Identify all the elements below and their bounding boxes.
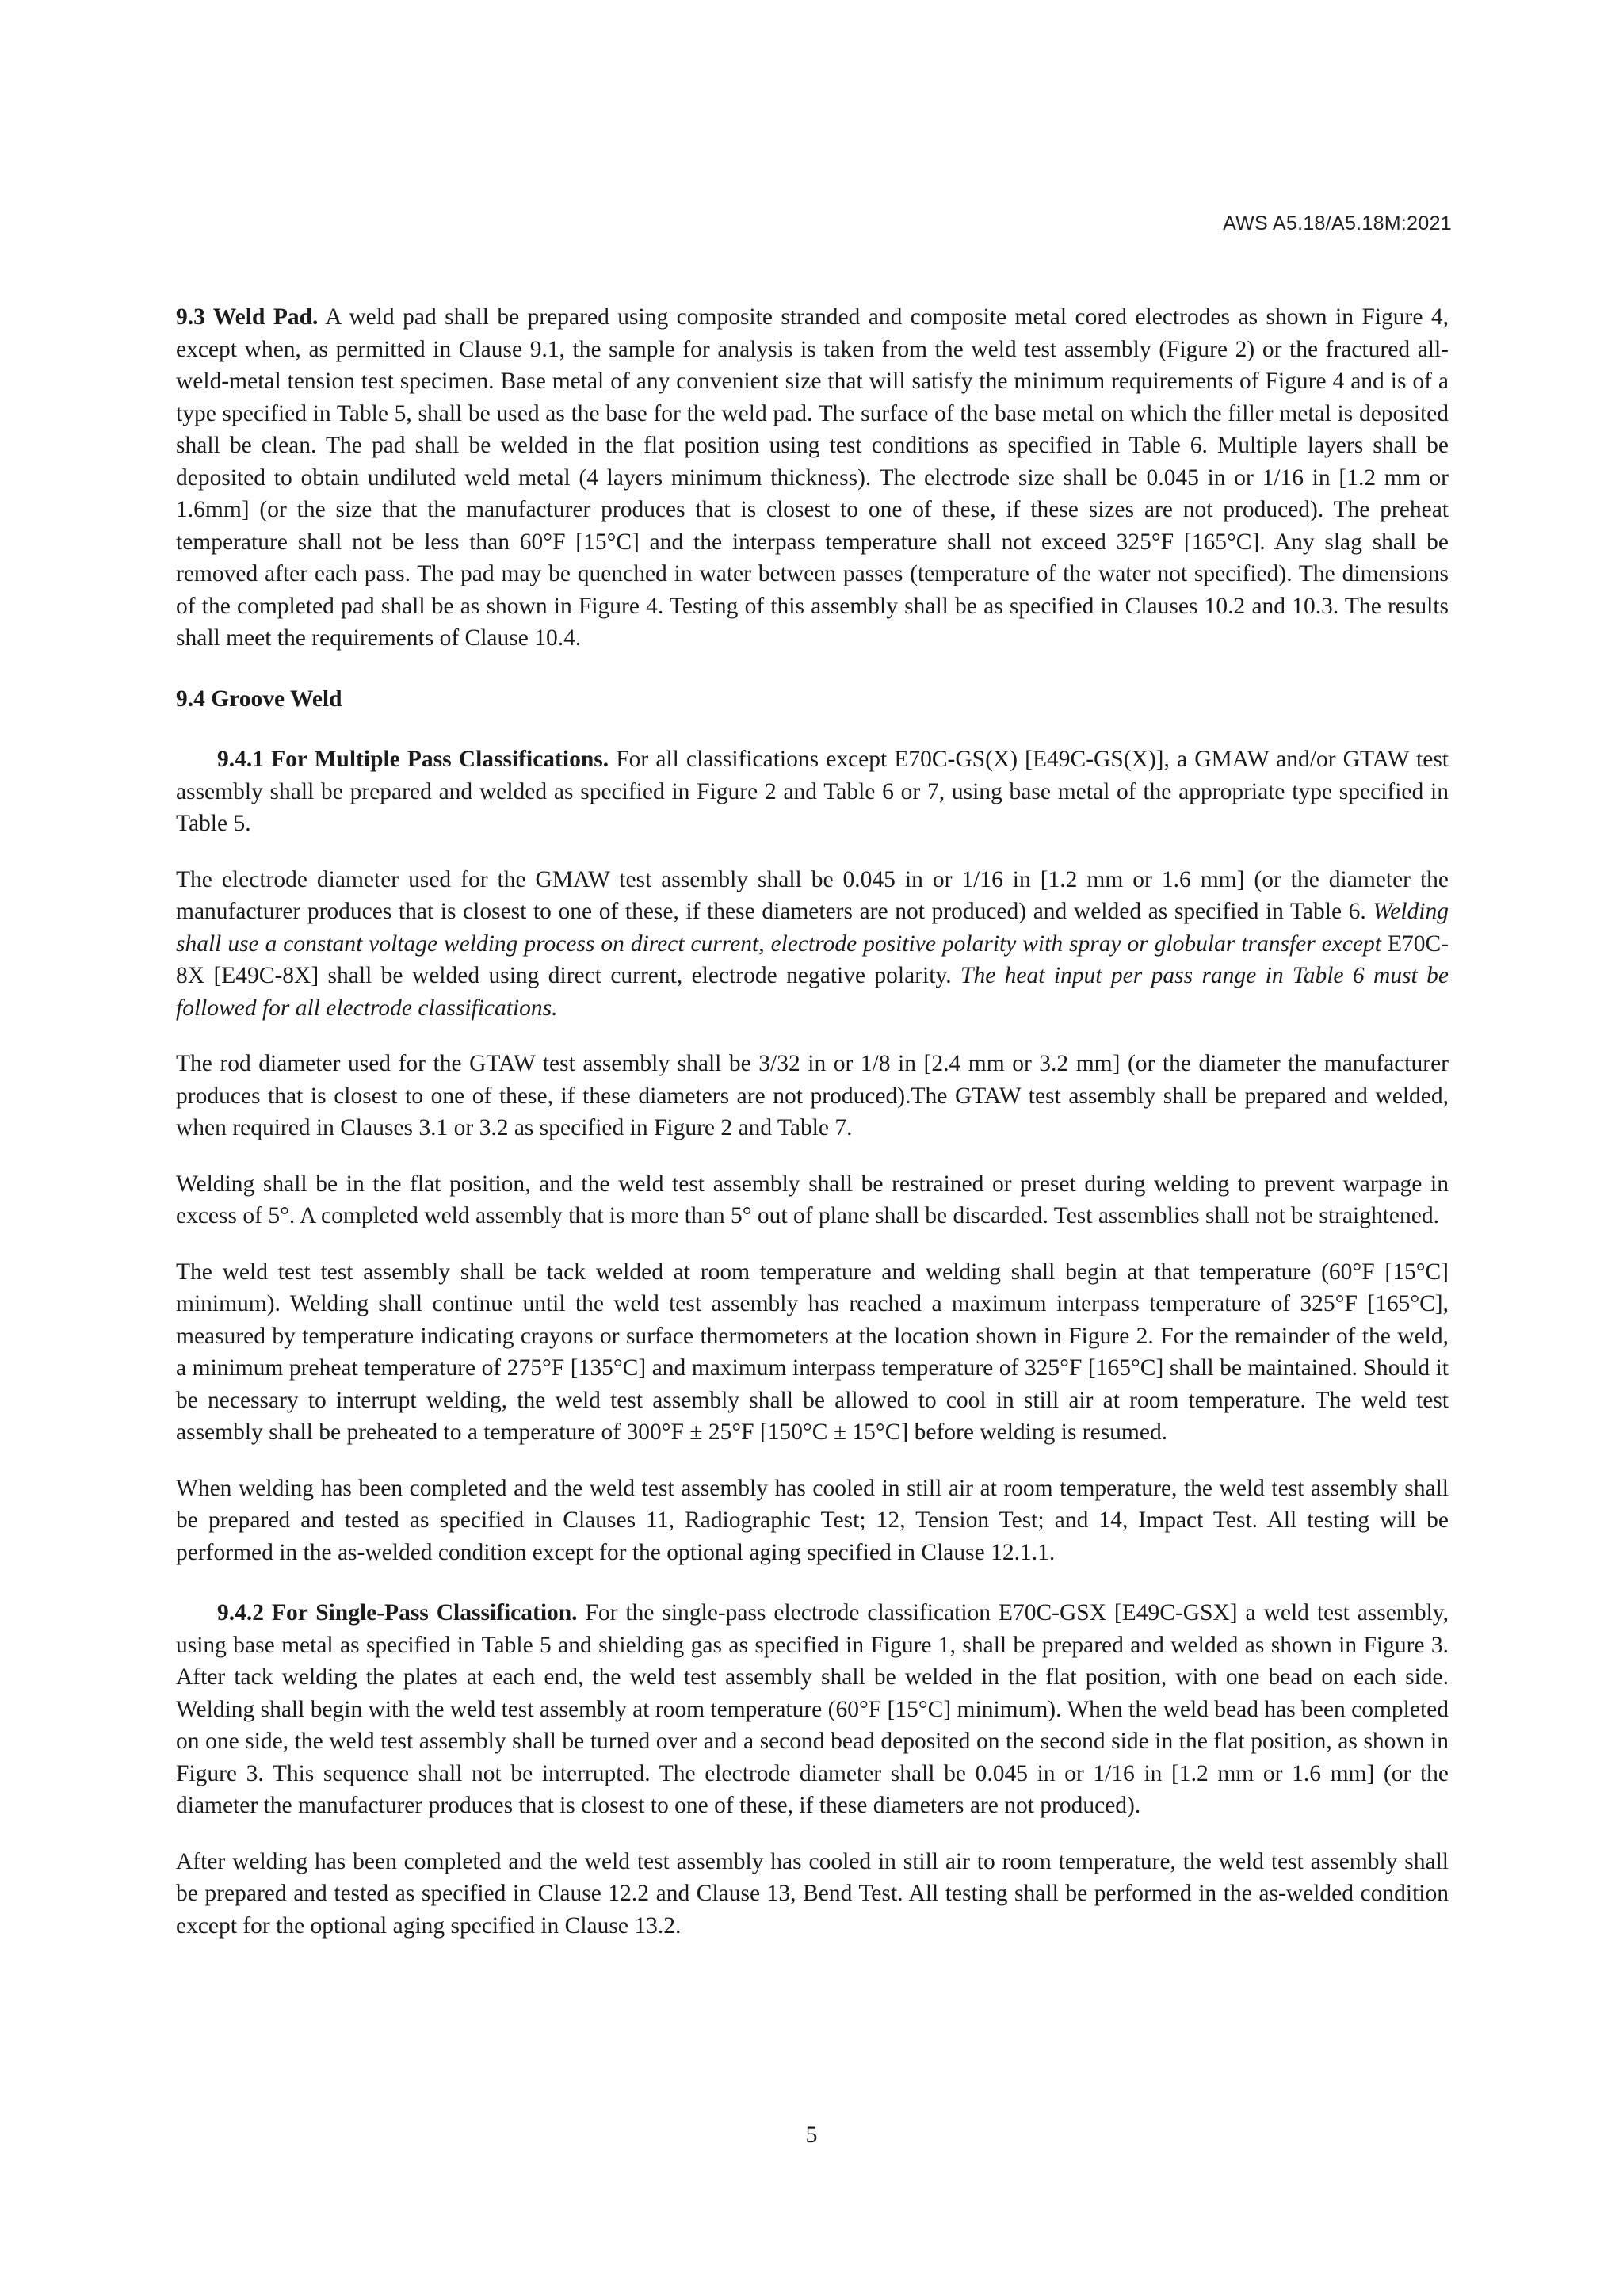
section-9-4-1-title: 9.4.1 For Multiple Pass Classifications.: [217, 747, 609, 772]
gmaw-electrode-paragraph: [176, 864, 1449, 1025]
page-content: [176, 301, 1449, 1942]
gmaw-text-a: The electrode diameter used for the GMAW test assembly shall be 0.045 in or 1/16 in [1.2 mm or 1.6 mm] (or the diameter the manufacturer produces that is closest to one of these, if these diameters are not produced) and welded as specified in Table 6.: [176, 866, 1449, 924]
section-9-3-paragraph: [176, 301, 1449, 655]
section-9-4-2-text: For the single-pass electrode classification E70C-GSX [E49C-GSX] a weld test assembly, using base metal as specified in Table 5 and shielding gas as specified in Figure 1, shall be prepared and welded as shown in Figure 3. After tack welding the plates at each end, the weld test assembly shall be welded in the flat position, with one bead on each side. Welding shall begin with the weld test assembly at room temperature (60°F [15°C] minimum). When the weld bead has been completed on one side, the weld test assembly shall be turned over and a second bead deposited on the second side in the flat position, as shown in Figure 3. This sequence shall not be interrupted. The electrode diameter shall be 0.045 in or 1/16 in [1.2 mm or 1.6 mm] (or the diameter the manufacturer produces that is closest to one of these, if these diameters are not produced).: [176, 1600, 1449, 1818]
flat-position-paragraph: Welding shall be in the flat position, and the weld test assembly shall be restrained or preset during welding to prevent warpage in excess of 5°. A completed weld assembly that is more than 5° out of plane shall be discarded. Test assemblies shall not be straightened.: [176, 1171, 1449, 1228]
section-9-3-text: A weld pad shall be prepared using composite stranded and composite metal cored electrodes as shown in Figure 4, except when, as permitted in Clause 9.1, the sample for analysis is taken from the weld test assembly (Figure 2) or the fractured all-weld-metal tension test specimen. Base metal of any convenient size that will satisfy the minimum requirements of Figure 4 and is of a type specified in Table 5, shall be used as the base for the weld pad. The surface of the base metal on which the filler metal is deposited shall be clean. The pad shall be welded in the flat position using test conditions as specified in Table 6. Multiple layers shall be deposited to obtain undiluted weld metal (4 layers minimum thickness). The electrode size shall be 0.045 in or 1/16 in [1.2 mm or 1.6mm] (or the size that the manufacturer produces that is closest to one of these, if these sizes are not produced). The preheat temperature shall not be less than 60°F [15°C] and the interpass temperature shall not exceed 325°F [165°C]. Any slag shall be removed after each pass. The pad may be quenched in water between passes (temperature of the water not specified). The dimensions of the completed pad shall be as shown in Figure 4. Testing of this assembly shall be as specified in Clauses 10.2 and 10.3. The results shall meet the requirements of Clause 10.4.: [176, 304, 1449, 651]
gmaw-text-b-italic: Welding shall use a constant voltage welding process on direct current, electrode positive polarity with spray or globular transfer except: [176, 899, 1449, 957]
gmaw-text-c: E70C-8X [E49C-8X] shall be welded using direct current, electrode negative polarity.: [176, 930, 1449, 988]
tack-weld-paragraph: The weld test test assembly shall be tack welded at room temperature and welding shall begin at that temperature (60°F [15°C] minimum). Welding shall continue until the weld test assembly has reached a maximum interpass temperature of 325°F [165°C], measured by temperature indicating crayons or surface thermometers at the location shown in Figure 2. For the remainder of the weld, a minimum preheat temperature of 275°F [135°C] and maximum interpass temperature of 325°F [165°C] shall be maintained. Should it be necessary to interrupt welding, the weld test assembly shall be allowed to cool in still air at room temperature. The weld test assembly shall be preheated to a temperature of 300°F ± 25°F [150°C ± 15°C] before welding is resumed.: [176, 1259, 1449, 1445]
single-pass-testing-paragraph: After welding has been completed and the weld test assembly has cooled in still air to room temperature, the weld test assembly shall be prepared and tested as specified in Clause 12.2 and Clause 13, Bend Test. All testing shall be performed in the as-welded condition except for the optional aging specified in Clause 13.2.: [176, 1848, 1449, 1939]
section-9-4-2-title: 9.4.2 For Single-Pass Classification.: [217, 1600, 578, 1626]
section-9-4-1-text: For all classifications except E70C-GS(X) [E49C-GS(X)], a GMAW and/or GTAW test assembly shall be prepared and welded as specified in Figure 2 and Table 6 or 7, using base metal of the appropriate type specified in Table 5.: [176, 747, 1449, 836]
gtaw-rod-paragraph: The rod diameter used for the GTAW test assembly shall be 3/32 in or 1/8 in [2.4 mm or 3.2 mm] (or the diameter the manufacturer produces that is closest to one of these, if these diameters are not produced).The GTAW test assembly shall be prepared and welded, when required in Clauses 3.1 or 3.2 as specified in Figure 2 and Table 7.: [176, 1051, 1449, 1140]
section-9-4-heading: 9.4 Groove Weld: [176, 686, 342, 712]
section-9-4-1-paragraph: [176, 743, 1449, 840]
running-header: AWS A5.18/A5.18M:2021: [1223, 212, 1452, 235]
section-9-3-title: 9.3 Weld Pad.: [176, 304, 319, 330]
page-number: 5: [805, 2122, 818, 2148]
section-9-4-2-paragraph: [176, 1597, 1449, 1822]
gmaw-text-d-italic: The heat input per pass range in Table 6 must be followed for all electrode classifications.: [176, 963, 1449, 1021]
testing-paragraph: When welding has been completed and the weld test assembly has cooled in still air at room temperature, the weld test assembly shall be prepared and tested as specified in Clauses 11, Radiographic Test; 12, Tension Test; and 14, Impact Test. All testing will be performed in the as-welded condition except for the optional aging specified in Clause 12.1.1.: [176, 1475, 1449, 1565]
